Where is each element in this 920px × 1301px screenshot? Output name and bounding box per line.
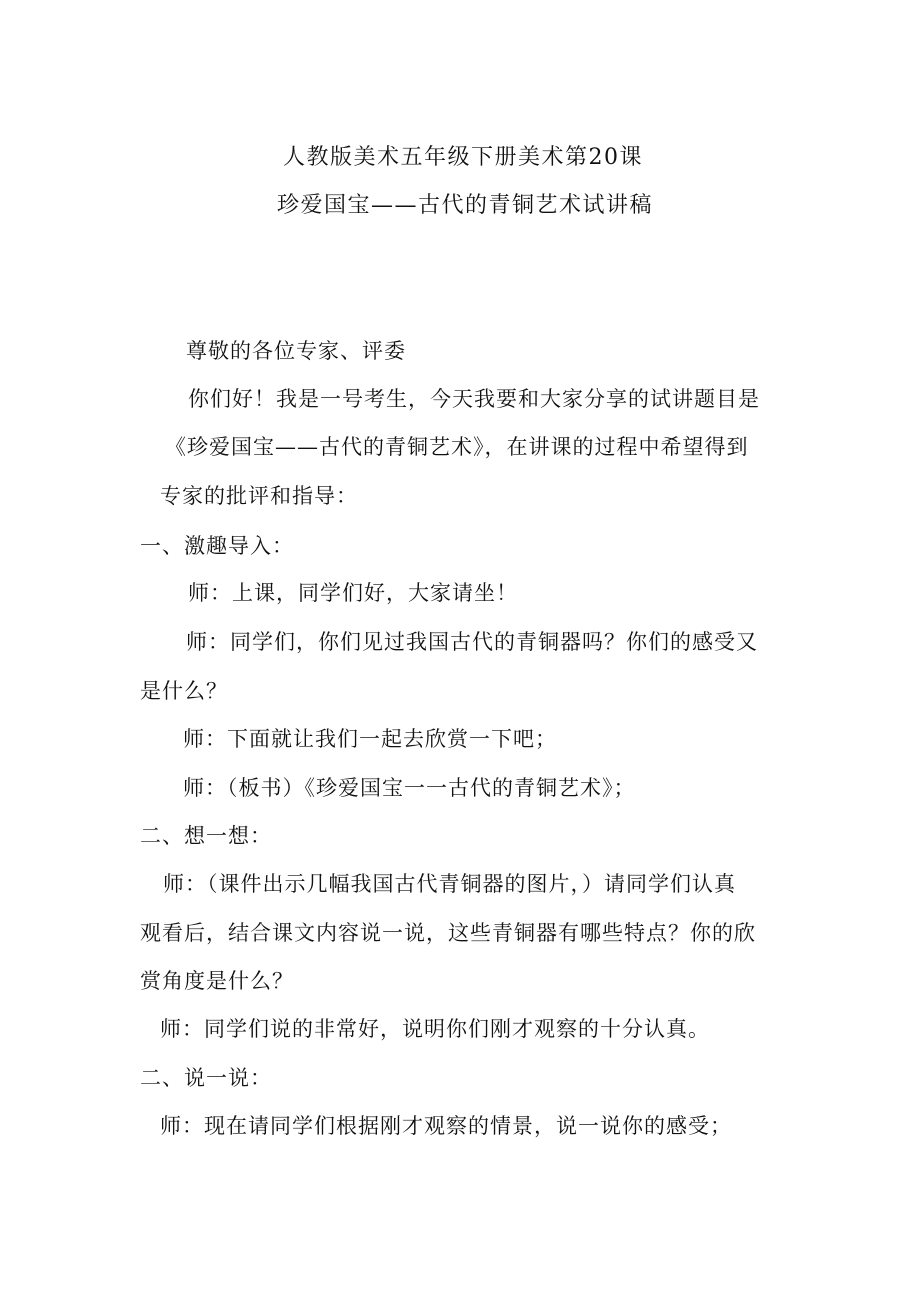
section-heading: 一、激趣导入： xyxy=(140,534,294,558)
body-line: 观看后，结合课文内容说一说，这些青铜器有哪些特点？你的欣 xyxy=(140,921,756,945)
section-heading: 二、说一说： xyxy=(140,1066,272,1090)
body-line: 师：同学们，你们见过我国古代的青铜器吗？你们的感受又 xyxy=(186,630,758,654)
body-line: 师：现在请同学们根据刚才观察的情景，说一说你的感受； xyxy=(160,1114,732,1138)
greeting-line: 尊敬的各位专家、评委 xyxy=(186,339,406,363)
title-line-2: 珍爱国宝——古代的青铜艺术试讲稿 xyxy=(277,193,654,218)
title-line-1: 人教版美术五年级下册美术第20课 xyxy=(283,145,643,170)
section-heading: 二、想一想： xyxy=(140,824,272,848)
body-line: 是什么？ xyxy=(140,679,228,703)
body-line: 赏角度是什么？ xyxy=(140,969,294,993)
intro-line: 专家的批评和指导： xyxy=(160,484,358,508)
intro-line: 《珍爱国宝——古代的青铜艺术》，在讲课的过程中希望得到 xyxy=(165,435,749,459)
body-line: 师：同学们说的非常好，说明你们刚才观察的十分认真。 xyxy=(160,1017,710,1041)
intro-line: 你们好！我是一号考生，今天我要和大家分享的试讲题目是 xyxy=(188,387,760,411)
body-line: 师：（板书）《珍爱国宝一一古代的青铜艺术》； xyxy=(183,776,636,800)
body-line: 师：（课件出示几幅我国古代青铜器的图片，）请同学们认真 xyxy=(163,872,736,896)
body-line: 师：上课，同学们好，大家请坐！ xyxy=(188,581,518,605)
body-line: 师：下面就让我们一起去欣赏一下吧； xyxy=(183,727,557,751)
